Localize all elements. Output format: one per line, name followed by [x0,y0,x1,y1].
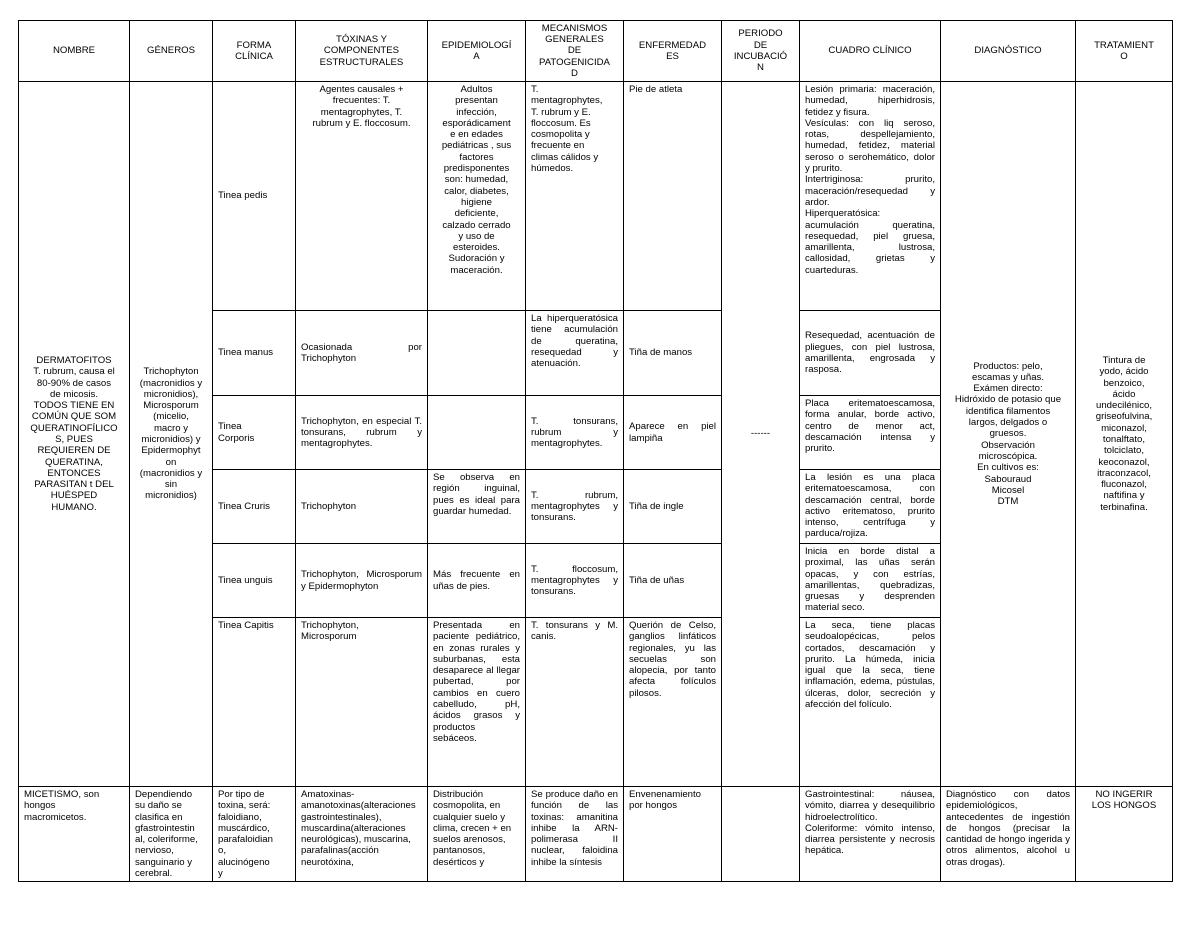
periodo-cell: ------ [722,82,800,787]
epidemiologia-cell: Adultos presentan infección, esporádicament e en edades pediátricas , sus factores predisponentes son: humedad, calor, diabetes, higiene deficiente, calzado cerrado y uso de esteroides. Sudoración y maceración. [428,82,526,311]
toxinas-cell: Trichophyton, en especial T. tonsurans, rubrum y mentagrophytes. [296,396,428,470]
micetismo-toxinas-cell: Amatoxinas-amanotoxinas(alteraciones gastrointestinales), muscardina(alteraciones neurológicas), muscarina, parafalinas(acción neurotóxina, [296,787,428,882]
cuadro-cell: Placa eritematoescamosa, forma anular, borde activo, centro de menor act, descamación intensa y prurito. [800,396,941,470]
toxinas-cell: Agentes causales + frecuentes: T. mentagrophytes, T. rubrum y E. floccosum. [296,82,428,311]
forma-cell: Tinea Cruris [213,470,296,544]
enfermedad-cell: Tiña de ingle [624,470,722,544]
dermatofitos-tratamiento-cell: Tintura de yodo, ácido benzoico, ácido undecilénico, griseofulvina, miconazol, tonalftato, tolciclato, keoconazol, itraconzacol, fluconazol, naftifina y terbinafina. [1076,82,1173,787]
header-diagnostico: DIAGNÓSTICO [941,21,1076,82]
toxinas-cell: Trichophyton, Microsporum y Epidermophyton [296,544,428,618]
cuadro-cell: La lesión es una placa eritematoescamosa, con descamación central, borde activo eritematoso, prurito intenso, centrífuga y parduca/rojiza. [800,470,941,544]
forma-cell: Tinea unguis [213,544,296,618]
micetismo-cuadro-cell: Gastrointestinal: náusea, vómito, diarrea y desequilibrio hidroelectrolítico. Coleriforme: vómito intenso, diarrea persistente y necrosis hepática. [800,787,941,882]
header-periodo: PERIODO DE INCUBACIÓ N [722,21,800,82]
forma-cell: Tinea Capitis [213,618,296,787]
epidemiologia-cell: Presentada en paciente pediátrico, en zonas rurales y suburbanas, esta desaparece al llegar pubertad, por cambios en cuero cabelludo, pH, ácidos grasos y productos sebáceos. [428,618,526,787]
enfermedad-cell: Tiña de uñas [624,544,722,618]
mecanismos-cell: La hiperqueratósica tiene acumulación de queratina, resequedad y atenuación. [526,311,624,396]
enfermedad-cell: Querión de Celso, ganglios linfáticos regionales, yu las secuelas son alopecia, por tanto afecta folículos pilosos. [624,618,722,787]
epidemiologia-cell: Se observa en región inguinal, pues es ideal para guardar humedad. [428,470,526,544]
header-forma-clinica: FORMA CLÍNICA [213,21,296,82]
document-page [18,20,1172,882]
header-epidemiologia: EPIDEMIOLOGÍ A [428,21,526,82]
header-tratamiento: TRATAMIENT O [1076,21,1173,82]
enfermedad-cell: Tiña de manos [624,311,722,396]
micetismo-diagnostico-cell: Diagnóstico con datos epidemiológicos, antecedentes de ingestión de hongos (precisar la cantidad de hongo ingerida y otros alimentos, alcohol u otras drogas). [941,787,1076,882]
enfermedad-cell: Pie de atleta [624,82,722,311]
fungi-table [18,20,1173,882]
cuadro-cell: Resequedad, acentuación de pliegues, con piel lustrosa, amarillenta, engrosada y rasposa. [800,311,941,396]
dermatofitos-diagnostico-cell: Productos: pelo, escamas y uñas. Exámen directo: Hidróxido de potasio que identifica filamentos largos, delgados o gruesos. Observación microscópica. En cultivos es: Sabouraud Micosel DTM [941,82,1076,787]
epidemiologia-cell [428,396,526,470]
cuadro-cell: Lesión primaria: maceración, humedad, hiperhidrosis, fetidez y fisura. Vesículas: con liq seroso, rotas, despellejamiento, humedad, fetidez, material seroso o serohemático, dolor y prurito. Intertriginosa: prurito, maceración/resequedad y ardor. Hiperqueratósica: acumulación queratina, resequedad, piel gruesa, amarillenta, lustrosa, callosidad, grietas y cuarteduras. [800,82,941,311]
micetismo-forma-cell: Por tipo de toxina, será: faloidiano, muscárdico, parafaloidian o, alucinógeno y [213,787,296,882]
micetismo-nombre-cell: MICETISMO, son hongos macromicetos. [19,787,130,882]
micetismo-epidemiologia-cell: Distribución cosmopolita, en cualquier suelo y clima, crecen + en suelos arenosos, pantanosos, desérticos y [428,787,526,882]
epidemiologia-cell: Más frecuente en uñas de pies. [428,544,526,618]
table-row [19,82,1173,311]
toxinas-cell: Ocasionada por Trichophyton [296,311,428,396]
dermatofitos-nombre-cell: DERMATOFITOS T. rubrum, causa el 80-90% de casos de micosis. TODOS TIENE EN COMÚN QUE SOM QUERATINOFÍLICO S, PUES REQUIEREN DE QUERATINA, ENTONCES PARASITAN t DEL HUÉSPED HUMANO. [19,82,130,787]
micetismo-periodo-cell [722,787,800,882]
dermatofitos-generos-cell: Trichophyton (macronidios y micronidios), Microsporum (micelio, macro y micronidios) y Epidermophyt on (macronidios y sin micronidios) [130,82,213,787]
header-enfermedades: ENFERMEDAD ES [624,21,722,82]
mecanismos-cell: T. tonsurans, rubrum y mentagrophytes. [526,396,624,470]
micetismo-mecanismos-cell: Se produce daño en función de las toxinas: amanitina inhibe la ARN-polimerasa II nuclear, faloidina inhibe la síntesis [526,787,624,882]
epidemiologia-cell [428,311,526,396]
forma-cell: Tinea Corporis [213,396,296,470]
toxinas-cell: Trichophyton [296,470,428,544]
forma-cell: Tinea pedis [213,82,296,311]
toxinas-cell: Trichophyton, Microsporum [296,618,428,787]
cuadro-cell: La seca, tiene placas seudoalopécicas, pelos cortados, descamación y prurito. La húmeda, inicia igual que la seca, tiene inflamación, edema, pústulas, úlceras, dolor, secreción y afección del folículo. [800,618,941,787]
micetismo-tratamiento-cell: NO INGERIR LOS HONGOS [1076,787,1173,882]
forma-cell: Tinea manus [213,311,296,396]
header-mecanismos: MECANISMOS GENERALES DE PATOGENICIDA D [526,21,624,82]
micetismo-generos-cell: Dependiendo su daño se clasifica en gfastrointestin al, coleriforme, nervioso, sanguinario y cerebral. [130,787,213,882]
enfermedad-cell: Aparece en piel lampiña [624,396,722,470]
header-nombre: NOMBRE [19,21,130,82]
mecanismos-cell: T. floccosum, mentagrophytes y tonsurans. [526,544,624,618]
mecanismos-cell: T. rubrum, mentagrophytes y tonsurans. [526,470,624,544]
header-cuadro-clinico: CUADRO CLÍNICO [800,21,941,82]
micetismo-enfermedad-cell: Envenenamiento por hongos [624,787,722,882]
table-row [19,787,1173,882]
header-row [19,21,1173,82]
mecanismos-cell: T. tonsurans y M. canis. [526,618,624,787]
cuadro-cell: Inicia en borde distal a proximal, las uñas serán opacas, y con estrías, amarillentas, quebradizas, gruesas y desprenden material seco. [800,544,941,618]
mecanismos-cell: T. mentagrophytes, T. rubrum y E. floccosum. Es cosmopolita y frecuente en climas cálidos y húmedos. [526,82,624,311]
header-toxinas: TÓXINAS Y COMPONENTES ESTRUCTURALES [296,21,428,82]
header-generos: GÉNEROS [130,21,213,82]
